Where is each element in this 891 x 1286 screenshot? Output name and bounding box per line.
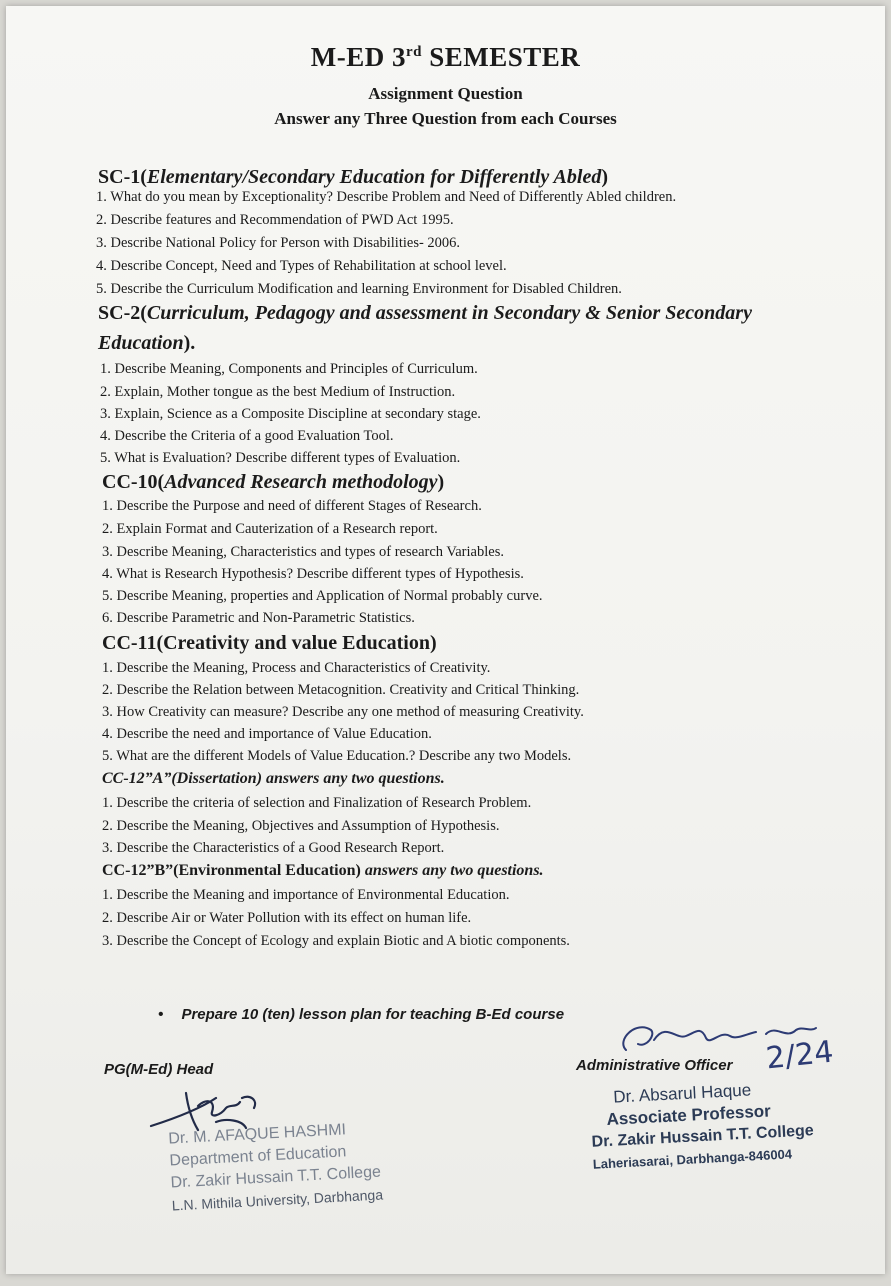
question-item: 5. What is Evaluation? Describe different types of Evaluation. [100,450,461,466]
question-item: 2. Describe Air or Water Pollution with its effect on human life. [102,910,472,926]
question-item: 2. Describe the Meaning, Objectives and Assumption of Hypothesis. [102,818,500,834]
stamp-line: Laheriasarai, Darbhanga-846004 [592,1146,793,1172]
question-item: 1. What do you mean by Exceptionality? Describe Problem and Need of Differently Abled children. [96,189,677,205]
section-heading-cc12b: CC-12”B”(Environmental Education) answers any two questions. [102,862,544,879]
section-heading-cc10: CC-10(Advanced Research methodology) [102,471,445,493]
section-heading-cc11: CC-11(Creativity and value Education) [102,632,437,654]
stamp-line: Dr. Zakir Hussain T.T. College [170,1163,382,1192]
page-title: M-ED 3rd SEMESTER [310,42,581,72]
right-stamp [589,1076,816,1176]
question-item: 4. Describe the need and importance of Value Education. [102,726,432,742]
question-item: 4. What is Research Hypothesis? Describe different types of Hypothesis. [102,566,524,582]
instruction-line: Answer any Three Question from each Courses [274,109,617,128]
bullet-icon: • [158,1006,164,1023]
section-heading-sc1: SC-1(Elementary/Secondary Education for Differently Abled) [98,166,608,188]
question-item: 2. Describe the Relation between Metacognition. Creativity and Critical Thinking. [102,682,580,698]
section-heading-sc2: SC-2(Curriculum, Pedagogy and assessment in Secondary & Senior Secondary [98,302,752,324]
stamp-line: Dr. Absarul Haque [612,1080,752,1107]
right-signatory-label: Administrative Officer [576,1057,733,1074]
handwritten-date: 2/24 [764,1034,836,1077]
left-signatory-label: PG(M-Ed) Head [104,1061,214,1078]
stamp-line: Dr. Zakir Hussain T.T. College [591,1122,815,1151]
left-stamp [168,1118,384,1217]
question-item: 3. Describe the Characteristics of a Good Research Report. [102,840,445,856]
question-item: 5. Describe the Curriculum Modification and learning Environment for Disabled Children. [96,281,622,297]
question-item: 5. Describe Meaning, properties and Application of Normal probably curve. [102,588,543,604]
question-item: 4. Describe the Criteria of a good Evaluation Tool. [100,428,394,444]
stamp-line: Dr. M. AFAQUE HASHMI [167,1121,347,1148]
question-item: 2. Explain, Mother tongue as the best Medium of Instruction. [100,384,456,400]
question-item: 3. Describe National Policy for Person with Disabilities- 2006. [96,235,461,251]
question-item: 1. Describe the Meaning, Process and Characteristics of Creativity. [102,660,491,676]
question-item: 3. Explain, Science as a Composite Discipline at secondary stage. [100,406,481,422]
question-item: 6. Describe Parametric and Non-Parametric Statistics. [102,610,415,626]
section-heading-sc2-cont: Education). [98,332,196,354]
question-item: 1. Describe the Meaning and importance of Environmental Education. [102,887,510,903]
question-item: 1. Describe the Purpose and need of different Stages of Research. [102,498,482,514]
question-item: 3. How Creativity can measure? Describe any one method of measuring Creativity. [102,704,584,720]
question-item: 1. Describe Meaning, Components and Principles of Curriculum. [100,361,478,377]
question-item: 2. Explain Format and Cauterization of a Research report. [102,521,438,537]
stamp-line: L.N. Mithila University, Darbhanga [171,1186,384,1214]
question-item: 5. What are the different Models of Value Education.? Describe any two Models. [102,748,572,764]
question-item: 2. Describe features and Recommendation of PWD Act 1995. [96,212,454,228]
assignment-document [6,6,885,1274]
stamp-line: Department of Education [169,1143,347,1170]
stamp-line: Associate Professor [606,1101,772,1129]
lesson-plan-note: • Prepare 10 (ten) lesson plan for teaching B-Ed course [158,1006,565,1023]
question-item: 3. Describe the Concept of Ecology and explain Biotic and A biotic components. [102,933,570,949]
question-item: 1. Describe the criteria of selection and Finalization of Research Problem. [102,795,532,811]
question-item: 4. Describe Concept, Need and Types of Rehabilitation at school level. [96,258,507,274]
question-item: 3. Describe Meaning, Characteristics and types of research Variables. [102,544,504,560]
document-subtitle: Assignment Question [368,84,523,103]
section-heading-cc12a: CC-12”A”(Dissertation) answers any two questions. [102,770,445,787]
